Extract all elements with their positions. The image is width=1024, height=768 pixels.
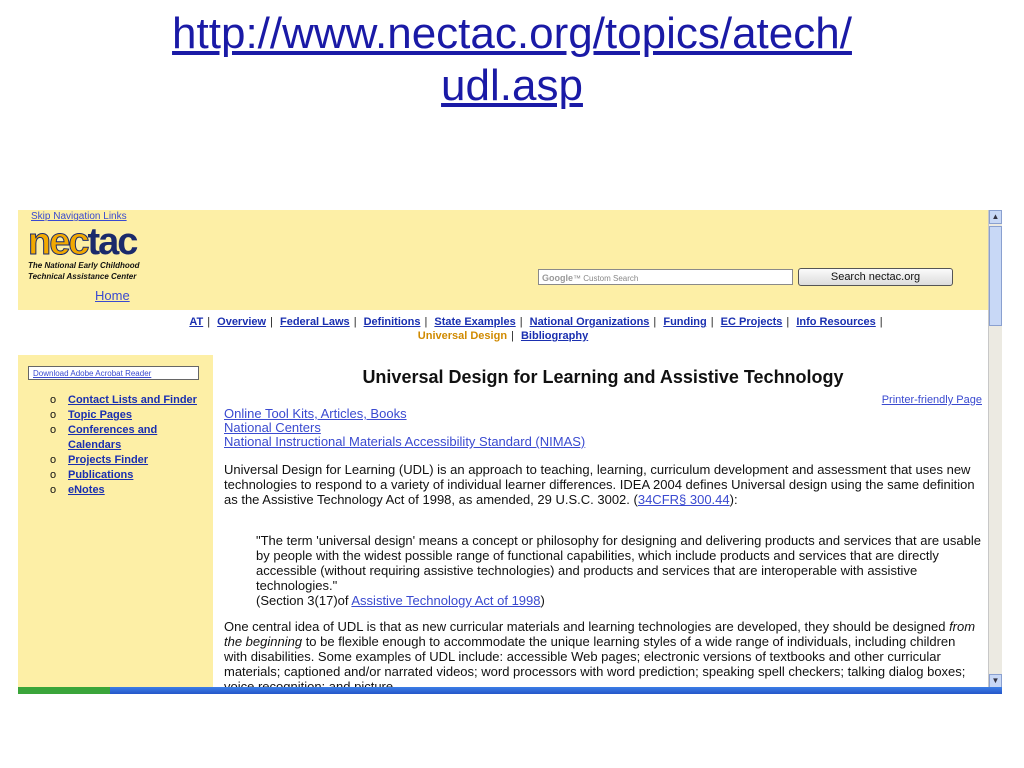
main-content xyxy=(224,355,982,694)
nav-national-organizations[interactable]: National Organizations xyxy=(529,316,650,328)
nav-bibliography[interactable]: Bibliography xyxy=(520,330,589,342)
sidebar-link-publications[interactable]: Publications xyxy=(68,469,134,481)
search-button[interactable]: Search nectac.org xyxy=(798,268,953,286)
topic-navigation: AT | Overview | Federal Laws | Definitions | State Examples | National Organizations | Funding | EC Projects | Info Resources | Universal Design | Bibliography xyxy=(189,316,883,342)
search-input[interactable]: Google™ Custom Search xyxy=(538,269,793,285)
page-title: Universal Design for Learning and Assistive Technology xyxy=(362,367,844,387)
home-link[interactable]: Home xyxy=(95,288,130,303)
nav-state-examples[interactable]: State Examples xyxy=(434,316,516,328)
link-online-tool-kits[interactable]: Online Tool Kits, Articles, Books xyxy=(224,406,407,421)
sidebar-item-topic-pages xyxy=(48,408,208,423)
sidebar xyxy=(18,355,213,694)
nav-at[interactable]: AT xyxy=(189,316,204,328)
nav-definitions[interactable]: Definitions xyxy=(363,316,421,328)
nav-universal-design-current: Universal Design xyxy=(417,330,508,342)
skip-navigation-link[interactable]: Skip Navigation Links xyxy=(31,211,127,222)
p1-text: Universal Design for Learning (UDL) is an approach to teaching, learning, curriculum development and assessment that uses new technologies to respond to a variety of individual learner differences. IDEA 2004 defines Universal design using the same definition as the Assistive Technology Act of 1998, as amended, 29 U.S.C. 3002. ( xyxy=(224,462,975,507)
p2-a: One central idea of UDL is that as new curricular materials and learning technologies are developed, they should be designed xyxy=(224,619,950,634)
link-nimas[interactable]: National Instructional Materials Accessibility Standard (NIMAS) xyxy=(224,434,586,449)
link-national-centers[interactable]: National Centers xyxy=(224,420,321,435)
udl-definition-paragraph xyxy=(224,462,982,507)
sidebar-item-contact-lists xyxy=(48,393,208,408)
slide-title xyxy=(0,8,1024,112)
sidebar-link-topic-pages[interactable]: Topic Pages xyxy=(68,409,132,421)
sidebar-item-projects-finder xyxy=(48,453,208,468)
search-placeholder: Custom Search xyxy=(583,274,639,283)
scroll-thumb[interactable] xyxy=(989,226,1002,326)
site-header xyxy=(18,210,988,310)
logo-subtitle-1: The National Early Childhood xyxy=(28,261,140,270)
scroll-down-icon[interactable]: ▼ xyxy=(989,674,1002,688)
nav-ec-projects[interactable]: EC Projects xyxy=(720,316,783,328)
browser-screenshot xyxy=(18,210,1002,694)
sidebar-list xyxy=(48,393,208,498)
windows-taskbar xyxy=(18,687,1002,694)
udl-central-idea-paragraph xyxy=(224,619,982,694)
p1-end: ): xyxy=(729,492,738,507)
slide-title-line2[interactable]: udl.asp xyxy=(441,61,583,110)
nav-funding[interactable]: Funding xyxy=(663,316,707,328)
sidebar-link-projects-finder[interactable]: Projects Finder xyxy=(68,454,149,466)
logo-subtitle-2: Technical Assistance Center xyxy=(28,272,137,281)
download-acrobat-button[interactable]: Download Adobe Acrobat Reader xyxy=(28,366,199,380)
sidebar-link-contact-lists[interactable]: Contact Lists and Finder xyxy=(68,394,197,406)
sidebar-item-enotes xyxy=(48,483,208,498)
sidebar-link-conferences[interactable]: Conferences and Calendars xyxy=(68,424,158,451)
slide-title-line1[interactable]: http://www.nectac.org/topics/atech/ xyxy=(172,9,852,58)
sidebar-item-conferences xyxy=(48,423,208,453)
sidebar-link-enotes[interactable]: eNotes xyxy=(68,484,105,496)
universal-design-quote xyxy=(256,533,982,608)
logo-tac: tac xyxy=(87,221,137,263)
sidebar-item-publications xyxy=(48,468,208,483)
vertical-scrollbar[interactable] xyxy=(988,210,1002,694)
printer-friendly-link[interactable]: Printer-friendly Page xyxy=(881,394,982,406)
nav-overview[interactable]: Overview xyxy=(217,316,267,328)
quote-text: "The term 'universal design' means a concept or philosophy for designing and delivering products and services that are usable by people with the widest possible range of functional capabilities, which include products and services that are directly accessible (without requiring assistive technologies) and products and services that are interoperable with assistive technologies." xyxy=(256,533,981,593)
nav-info-resources[interactable]: Info Resources xyxy=(796,316,876,328)
resource-links xyxy=(224,407,585,449)
google-search-brand: Google xyxy=(542,273,573,283)
p2-b: to be flexible enough to accommodate the unique learning styles of a wide range of individuals, including children with disabilities. Some examples of UDL include: accessible Web pages; electronic versions of textbooks and other curricular materials; captioned and/or narrated videos; word processors with word prediction; speaking spell checkers; talking dialog boxes; xyxy=(224,634,966,679)
logo-nec: nec xyxy=(28,221,88,263)
link-at-act-1998[interactable]: Assistive Technology Act of 1998 xyxy=(351,593,541,608)
nectac-logo[interactable] xyxy=(28,221,140,282)
link-34cfr[interactable]: 34CFR§ 300.44 xyxy=(637,492,730,507)
nav-federal-laws[interactable]: Federal Laws xyxy=(279,316,350,328)
start-button[interactable] xyxy=(18,687,110,694)
p2-emphasis: from the beginning xyxy=(224,619,976,649)
quote-cite-pre: (Section 3(17)of xyxy=(256,593,352,608)
quote-cite-end: ) xyxy=(540,593,545,608)
scroll-up-icon[interactable]: ▲ xyxy=(989,210,1002,224)
